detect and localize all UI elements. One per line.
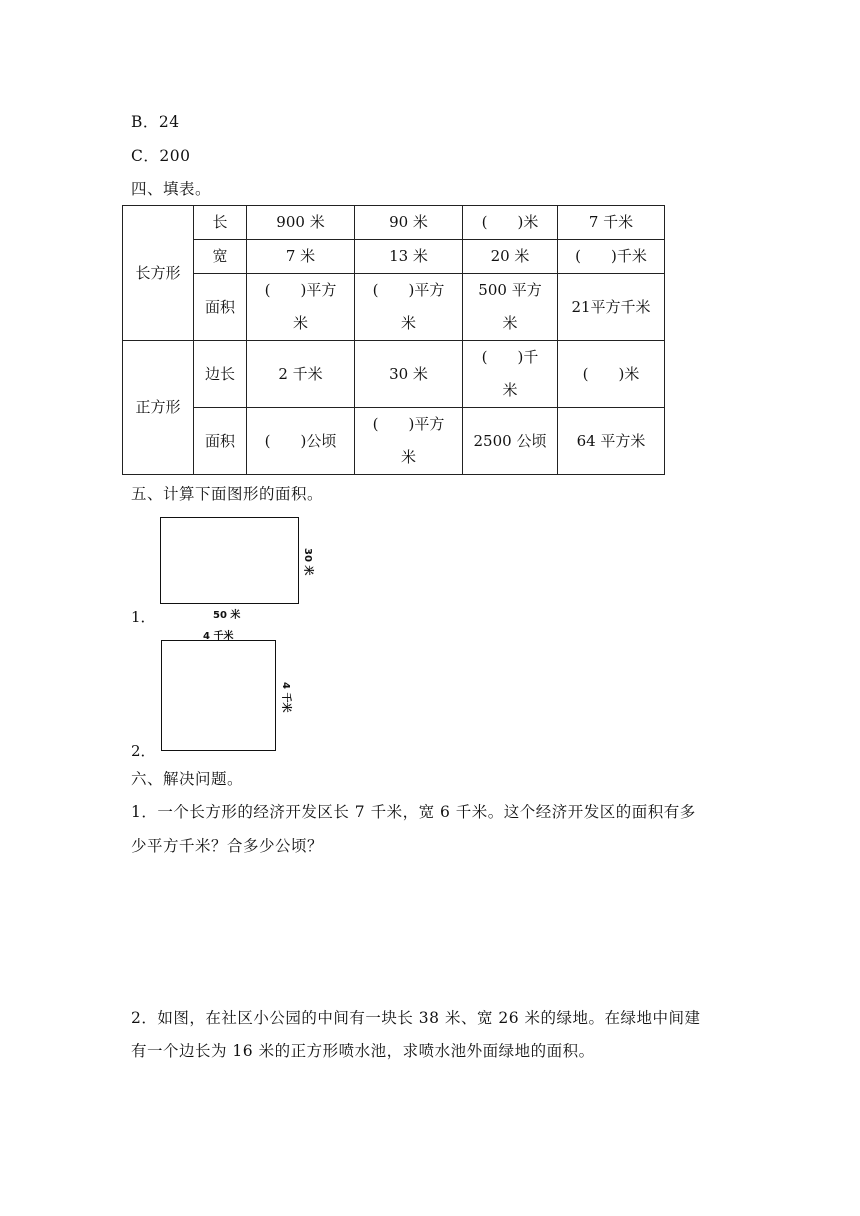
section-5-title: 五、计算下面图形的面积。 — [131, 485, 324, 503]
table-cell: ( )平方 米 — [355, 274, 463, 341]
table-cell: 90 米 — [355, 206, 463, 240]
table-cell: ( )米 — [558, 341, 665, 408]
row-head-sq-area: 面积 — [194, 408, 247, 475]
question-2-line-2: 有一个边长为 16 米的正方形喷水池，求喷水池外面绿地的面积。 — [131, 1042, 595, 1060]
table-cell: 7 米 — [247, 240, 355, 274]
table-row — [123, 408, 665, 475]
question-2-line-1: 2．如图，在社区小公园的中间有一块长 38 米、宽 26 米的绿地。在绿地中间建 — [131, 1009, 701, 1027]
table-cell: 2 千米 — [247, 341, 355, 408]
table-cell: ( )千米 — [558, 240, 665, 274]
rectangle-shape — [160, 517, 299, 604]
row-head-rect-area: 面积 — [194, 274, 247, 341]
rect-right-label: 30 米 — [302, 548, 313, 576]
figure-square — [131, 626, 331, 758]
table-cell: 21平方千米 — [558, 274, 665, 341]
table-cell: 13 米 — [355, 240, 463, 274]
table-row — [123, 240, 665, 274]
table-cell: 20 米 — [463, 240, 558, 274]
fig2-number: 2． — [131, 742, 156, 760]
option-b: B．24 — [131, 113, 180, 131]
option-c: C．200 — [131, 147, 191, 165]
square-shape — [161, 640, 276, 751]
table-row — [123, 341, 665, 408]
table-cell: 500 平方 米 — [463, 274, 558, 341]
row-head-width: 宽 — [194, 240, 247, 274]
square-top-label: 4 千米 — [203, 631, 234, 642]
fill-table — [122, 205, 665, 475]
rect-bottom-label: 50 米 — [213, 610, 241, 621]
table-cell: 2500 公顷 — [463, 408, 558, 475]
table-cell: ( )平方 米 — [355, 408, 463, 475]
square-label: 正方形 — [123, 341, 194, 475]
table-row — [123, 274, 665, 341]
table-cell: 30 米 — [355, 341, 463, 408]
question-1-line-1: 1．一个长方形的经济开发区长 7 千米，宽 6 千米。这个经济开发区的面积有多 — [131, 803, 696, 821]
square-right-label: 4 千米 — [280, 682, 291, 713]
table-cell: 900 米 — [247, 206, 355, 240]
table-cell: 7 千米 — [558, 206, 665, 240]
table-cell: ( )公顷 — [247, 408, 355, 475]
table-cell: ( )千 米 — [463, 341, 558, 408]
table-row — [123, 206, 665, 240]
table-cell: 64 平方米 — [558, 408, 665, 475]
section-6-title: 六、解决问题。 — [131, 770, 244, 788]
question-1-line-2: 少平方千米？合多少公顷？ — [131, 837, 324, 855]
section-4-title: 四、填表。 — [131, 180, 212, 198]
table-cell: ( )米 — [463, 206, 558, 240]
fig1-number: 1． — [131, 608, 156, 626]
figure-rectangle — [131, 514, 331, 626]
table-cell: ( )平方 米 — [247, 274, 355, 341]
rect-label: 长方形 — [123, 206, 194, 341]
row-head-length: 长 — [194, 206, 247, 240]
row-head-side: 边长 — [194, 341, 247, 408]
